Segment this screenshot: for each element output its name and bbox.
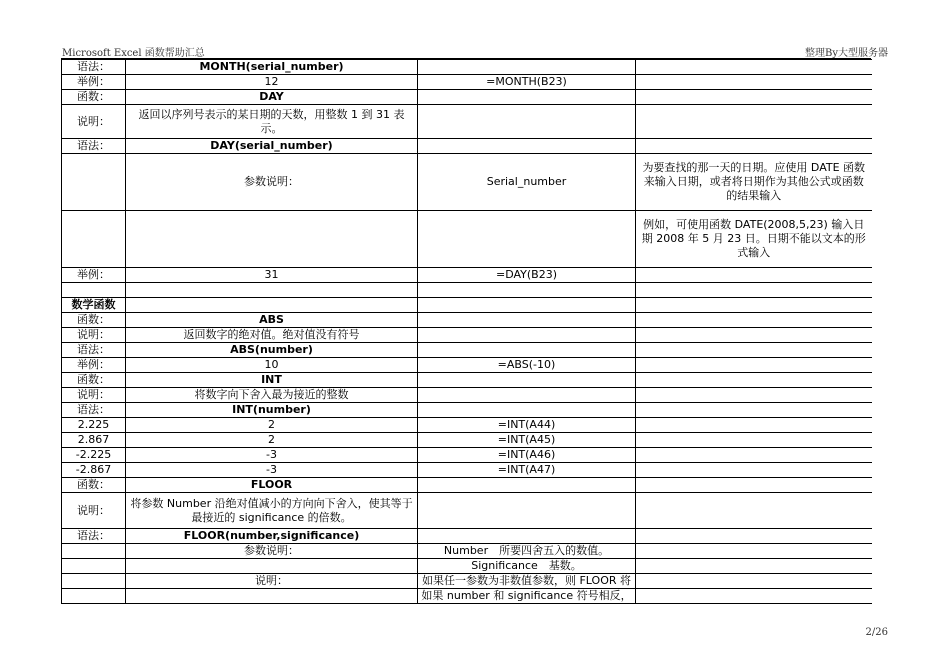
table-row — [62, 105, 872, 139]
table-cell[interactable] — [636, 343, 872, 358]
table-cell[interactable] — [62, 154, 126, 211]
table-cell[interactable] — [418, 60, 636, 75]
table-row — [62, 463, 872, 478]
table-cell[interactable] — [636, 589, 872, 604]
table-row — [62, 388, 872, 403]
table-cell[interactable] — [418, 493, 636, 529]
page-header-left: Microsoft Excel 函数帮助汇总 — [62, 48, 205, 59]
table-cell[interactable] — [62, 211, 126, 268]
table-row — [62, 211, 872, 268]
table-row — [62, 268, 872, 283]
table-cell[interactable] — [636, 328, 872, 343]
table-row — [62, 574, 872, 589]
table-cell[interactable] — [636, 373, 872, 388]
table-cell[interactable]: 函数： — [62, 90, 126, 105]
table-row — [62, 448, 872, 463]
table-cell[interactable]: -3 — [126, 463, 418, 478]
table-cell[interactable]: 返回以序列号表示的某日期的天数，用整数 1 到 31 表示。 — [126, 105, 418, 139]
table-cell[interactable] — [418, 529, 636, 544]
table-cell[interactable]: FLOOR(number,significance) — [126, 529, 418, 544]
table-cell[interactable]: 语法： — [62, 343, 126, 358]
table-cell[interactable]: ABS(number) — [126, 343, 418, 358]
table-cell[interactable] — [126, 589, 418, 604]
table-cell[interactable] — [418, 388, 636, 403]
table-cell[interactable]: =INT(A47) — [418, 463, 636, 478]
table-cell[interactable]: =ABS(-10) — [418, 358, 636, 373]
table-cell[interactable] — [418, 328, 636, 343]
table-cell[interactable]: 将数字向下舍入最为接近的整数 — [126, 388, 418, 403]
table-cell[interactable] — [636, 529, 872, 544]
table-row — [62, 559, 872, 574]
table-cell[interactable] — [418, 343, 636, 358]
table-row — [62, 433, 872, 448]
table-cell[interactable] — [636, 574, 872, 589]
table-cell[interactable] — [636, 559, 872, 574]
table-cell[interactable]: DAY — [126, 90, 418, 105]
table-cell[interactable] — [62, 283, 126, 298]
table-cell[interactable] — [636, 90, 872, 105]
table-cell[interactable] — [636, 105, 872, 139]
table-cell[interactable] — [636, 283, 872, 298]
table-cell[interactable] — [636, 388, 872, 403]
table-cell[interactable] — [418, 211, 636, 268]
table-row — [62, 313, 872, 328]
table-cell[interactable]: 语法： — [62, 60, 126, 75]
table-cell[interactable]: -2.867 — [62, 463, 126, 478]
table-cell[interactable] — [126, 559, 418, 574]
table-cell[interactable] — [636, 60, 872, 75]
table-cell[interactable]: 语法： — [62, 403, 126, 418]
table-row — [62, 298, 872, 313]
table-cell[interactable]: Significance 基数。 — [418, 559, 636, 574]
table-cell[interactable] — [636, 358, 872, 373]
table-row — [62, 75, 872, 90]
table-cell[interactable] — [636, 478, 872, 493]
spreadsheet — [61, 58, 871, 604]
table-cell[interactable] — [636, 403, 872, 418]
table-cell[interactable]: 数学函数 — [62, 298, 126, 313]
table-cell[interactable]: 返回数字的绝对值。绝对值没有符号 — [126, 328, 418, 343]
table-cell[interactable]: 说明： — [62, 105, 126, 139]
table-cell[interactable]: Serial_number — [418, 154, 636, 211]
table-cell[interactable]: 例如，可使用函数 DATE(2008,5,23) 输入日期 2008 年 5 月 23 日。日期不能以文本的形式输入 — [636, 211, 872, 268]
table-cell[interactable]: DAY(serial_number) — [126, 139, 418, 154]
table-cell[interactable]: 2.867 — [62, 433, 126, 448]
table-cell[interactable]: 举例： — [62, 268, 126, 283]
table-row — [62, 328, 872, 343]
table-row — [62, 478, 872, 493]
table-cell[interactable]: 函数： — [62, 313, 126, 328]
table-cell[interactable]: 语法： — [62, 139, 126, 154]
table-cell[interactable] — [636, 139, 872, 154]
table-cell[interactable]: 2 — [126, 433, 418, 448]
table-cell[interactable]: 10 — [126, 358, 418, 373]
table-row — [62, 358, 872, 373]
table-row — [62, 529, 872, 544]
table-row — [62, 154, 872, 211]
table-cell[interactable] — [636, 493, 872, 529]
table-cell[interactable] — [418, 283, 636, 298]
table-cell[interactable] — [62, 574, 126, 589]
table-cell[interactable] — [126, 283, 418, 298]
table-row — [62, 544, 872, 559]
table-cell[interactable]: 参数说明： — [126, 544, 418, 559]
table-cell[interactable] — [418, 403, 636, 418]
table-cell[interactable]: 将参数 Number 沿绝对值减小的方向向下舍入，使其等于最接近的 significance 的倍数。 — [126, 493, 418, 529]
table-cell[interactable] — [418, 105, 636, 139]
table-cell[interactable] — [418, 478, 636, 493]
table-cell[interactable] — [62, 559, 126, 574]
table-row — [62, 589, 872, 604]
table-cell[interactable]: 2 — [126, 418, 418, 433]
table-cell[interactable] — [636, 268, 872, 283]
table-row — [62, 343, 872, 358]
table-cell[interactable] — [636, 298, 872, 313]
table-cell[interactable]: -2.225 — [62, 448, 126, 463]
table-cell[interactable]: FLOOR — [126, 478, 418, 493]
table-cell[interactable] — [418, 298, 636, 313]
table-cell[interactable] — [636, 448, 872, 463]
page-number: 2/26 — [865, 627, 888, 638]
table-row — [62, 139, 872, 154]
table-cell[interactable] — [62, 544, 126, 559]
table-cell[interactable]: =DAY(B23) — [418, 268, 636, 283]
table-cell[interactable]: 举例： — [62, 358, 126, 373]
table-row — [62, 283, 872, 298]
table-cell[interactable]: Number 所要四舍五入的数值。 — [418, 544, 636, 559]
table-cell[interactable]: 31 — [126, 268, 418, 283]
table-cell[interactable] — [62, 589, 126, 604]
table-cell[interactable]: =INT(A45) — [418, 433, 636, 448]
page-header-right: 整理By大型服务器 — [805, 48, 888, 59]
table-row — [62, 403, 872, 418]
table-cell[interactable]: INT — [126, 373, 418, 388]
function-table — [61, 59, 872, 604]
table-cell[interactable] — [126, 211, 418, 268]
table-cell[interactable] — [636, 544, 872, 559]
table-cell[interactable] — [636, 75, 872, 90]
table-cell[interactable] — [418, 373, 636, 388]
table-cell[interactable]: 函数： — [62, 478, 126, 493]
table-cell[interactable] — [636, 433, 872, 448]
table-cell[interactable] — [418, 313, 636, 328]
table-cell[interactable]: 说明： — [62, 388, 126, 403]
table-row — [62, 373, 872, 388]
table-cell[interactable]: 如果 number 和 significance 符号相反， — [418, 589, 636, 604]
table-cell[interactable]: 12 — [126, 75, 418, 90]
table-cell[interactable] — [636, 418, 872, 433]
table-cell[interactable]: INT(number) — [126, 403, 418, 418]
table-cell[interactable]: =INT(A46) — [418, 448, 636, 463]
table-cell[interactable]: ABS — [126, 313, 418, 328]
table-cell[interactable]: 2.225 — [62, 418, 126, 433]
table-cell[interactable]: MONTH(serial_number) — [126, 60, 418, 75]
table-row — [62, 60, 872, 75]
table-cell[interactable]: 举例： — [62, 75, 126, 90]
table-cell[interactable] — [636, 463, 872, 478]
table-body — [62, 60, 872, 604]
table-row — [62, 493, 872, 529]
table-cell[interactable]: =MONTH(B23) — [418, 75, 636, 90]
table-cell[interactable] — [418, 90, 636, 105]
table-row — [62, 90, 872, 105]
table-row — [62, 418, 872, 433]
table-cell[interactable]: 为要查找的那一天的日期。应使用 DATE 函数来输入日期，或者将日期作为其他公式或函数的结果输入 — [636, 154, 872, 211]
table-cell[interactable] — [636, 313, 872, 328]
table-cell[interactable]: 说明： — [62, 328, 126, 343]
table-cell[interactable] — [126, 298, 418, 313]
table-cell[interactable]: -3 — [126, 448, 418, 463]
table-cell[interactable]: 如果任一参数为非数值参数，则 FLOOR 将 — [418, 574, 636, 589]
table-cell[interactable]: =INT(A44) — [418, 418, 636, 433]
table-cell[interactable] — [418, 139, 636, 154]
table-cell[interactable]: 语法： — [62, 529, 126, 544]
table-cell[interactable]: 说明： — [126, 574, 418, 589]
table-cell[interactable]: 说明： — [62, 493, 126, 529]
table-cell[interactable]: 函数： — [62, 373, 126, 388]
table-cell[interactable]: 参数说明： — [126, 154, 418, 211]
